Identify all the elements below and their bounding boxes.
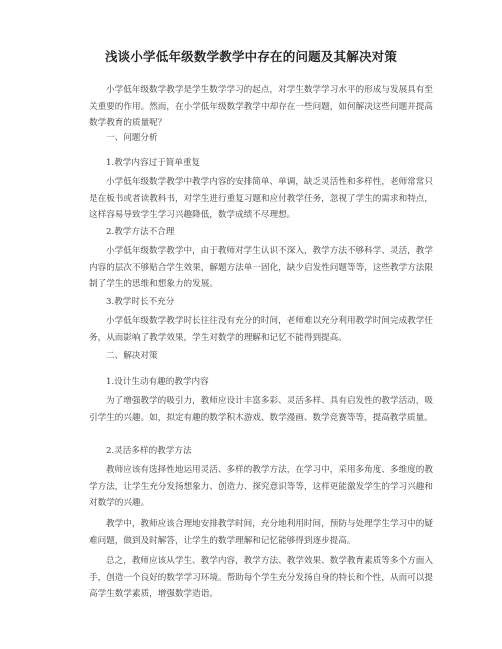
subheading-time-insufficient: 3.教学时长不充分 (106, 297, 175, 307)
intro-paragraph: 小学低年级数学教学是学生数学学习的起点，对学生数学学习水平的形成与发展具有至关重要的作用。然而，在小学低年级数学教学中却存在一些问题，如何解决这些问题并提高数学教育的质量呢？ (89, 85, 433, 128)
section-heading-problem-analysis: 一、问题分析 (106, 133, 158, 143)
paragraph-time-arrangement: 教学中，教师应该合理地安排教学时间，充分地利用时间，预防与处理学生学习中的疑难问题，做到及时解答，让学生的数学理解和记忆能够得到逐步提高。 (89, 519, 433, 546)
paragraph-interesting-content: 为了增强教学的吸引力，教师应设计丰富多彩、灵活多样、具有启发性的教学活动，吸引学生的兴趣。如，拟定有趣的数学积木游戏、数学漫画、数学竞赛等等，提高教学质量。 (89, 396, 433, 423)
paragraph-content-too-simple: 小学低年级数学教学中教学内容的安排简单、单调，缺乏灵活性和多样性，老师常常只是在板书或者读教科书，对学生进行重复习题和应付教学任务，忽视了学生的需求和特点，这样容易导致学生学习兴趣降低，数学成绩不尽理想。 (89, 177, 433, 220)
conclusion-paragraph: 总之，教师应该从学生、教学内容，教学方法、教学效果、数学教育素质等多个方面入手，创造一个良好的数学学习环境。帮助每个学生充分发扬自身的特长和个性，从而可以提高学生数学素质，增强数学造诣。 (89, 556, 433, 599)
paragraph-flexible-methods: 教师应该有选择性地运用灵活、多样的教学方法，在学习中，采用多角度、多维度的教学方法，让学生充分发扬想象力、创造力、探究意识等等，这样更能激发学生的学习兴趣和对数学的兴趣。 (89, 465, 433, 508)
subheading-methods-unreasonable: 2.教学方法不合理 (106, 227, 175, 237)
subheading-interesting-content: 1.设计生动有趣的教学内容 (106, 377, 209, 387)
subheading-flexible-methods: 2.灵活多样的教学方法 (106, 446, 192, 456)
document-title: 浅谈小学低年级数学教学中存在的问题及其解决对策 (104, 49, 398, 64)
subheading-content-too-simple: 1.教学内容过于简单重复 (106, 158, 201, 168)
section-heading-solutions: 二、解决对策 (106, 351, 158, 361)
paragraph-methods-unreasonable: 小学低年级数学教学中，由于教师对学生认识不深入，教学方法不够科学、灵活，教学内容的层次不够贴合学生效果，解题方法单一固化，缺少启发性问题等等，这些教学方法限制了学生的思维和想象力的发展。 (89, 246, 433, 289)
paragraph-time-insufficient: 小学低年级数学教学时长往往没有充分的时间，老师难以充分利用教学时间完成教学任务，从而影响了教学效果，学生对数学的理解和记忆不能得到提高。 (89, 316, 433, 343)
